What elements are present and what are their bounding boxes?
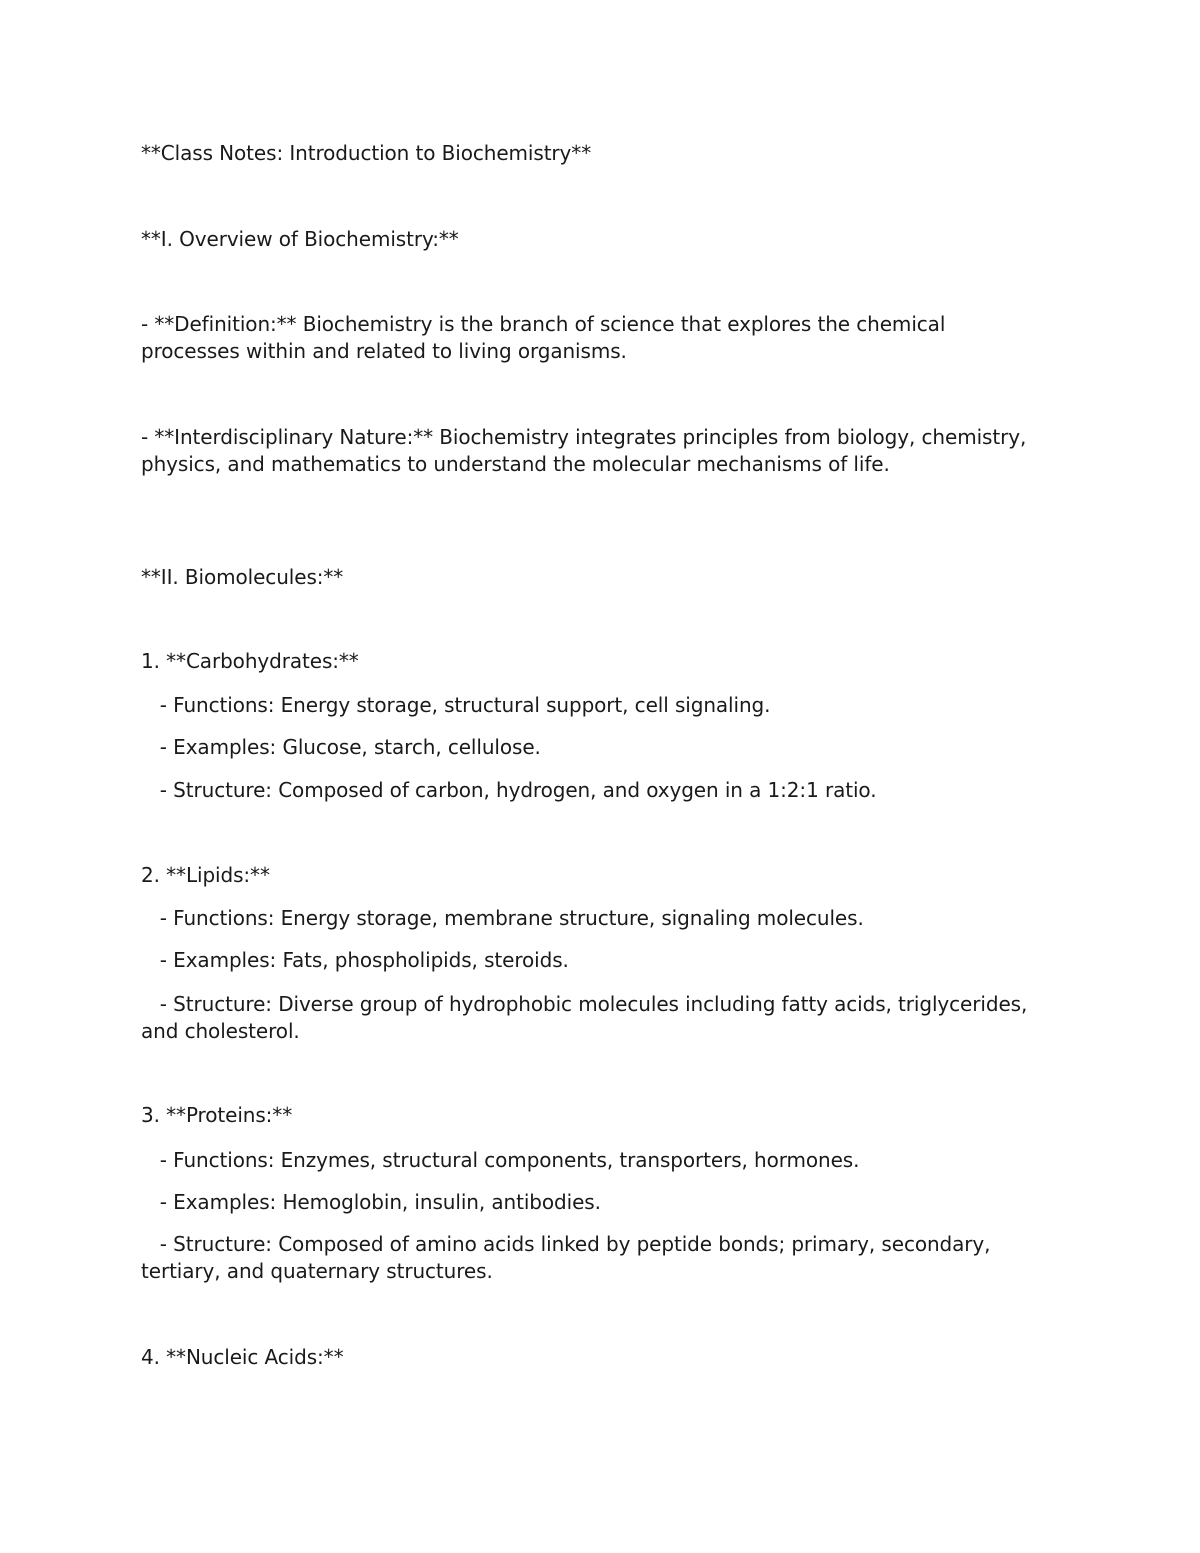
carbohydrates-heading: 1. **Carbohydrates:** [141, 649, 359, 673]
lipids-functions: - Functions: Energy storage, membrane structure, signaling molecules. [141, 906, 864, 930]
interdisciplinary-paragraph: - **Interdisciplinary Nature:** Biochemistry integrates principles from biology, chemistry, physics, and mathematics to understand the molecular mechanisms of life. [141, 425, 1027, 476]
carbohydrates-functions: - Functions: Energy storage, structural support, cell signaling. [141, 693, 771, 717]
lipids-structure: - Structure: Diverse group of hydrophobic molecules including fatty acids, triglycerides, and cholesterol. [141, 992, 1034, 1043]
lipids-heading: 2. **Lipids:** [141, 863, 270, 887]
carbohydrates-examples: - Examples: Glucose, starch, cellulose. [141, 735, 541, 759]
definition-paragraph: - **Definition:** Biochemistry is the branch of science that explores the chemical processes within and related to living organisms. [141, 312, 946, 363]
proteins-structure: - Structure: Composed of amino acids linked by peptide bonds; primary, secondary, tertiary, and quaternary structures. [141, 1232, 997, 1283]
section-heading-biomolecules: **II. Biomolecules:** [141, 565, 344, 589]
nucleic-acids-heading: 4. **Nucleic Acids:** [141, 1345, 344, 1369]
document-title: **Class Notes: Introduction to Biochemistry** [141, 141, 592, 165]
section-heading-overview: **I. Overview of Biochemistry:** [141, 227, 459, 251]
proteins-heading: 3. **Proteins:** [141, 1103, 293, 1127]
carbohydrates-structure: - Structure: Composed of carbon, hydrogen, and oxygen in a 1:2:1 ratio. [141, 778, 877, 802]
proteins-functions: - Functions: Enzymes, structural components, transporters, hormones. [141, 1148, 860, 1172]
proteins-examples: - Examples: Hemoglobin, insulin, antibodies. [141, 1190, 601, 1214]
lipids-examples: - Examples: Fats, phospholipids, steroids. [141, 948, 569, 972]
